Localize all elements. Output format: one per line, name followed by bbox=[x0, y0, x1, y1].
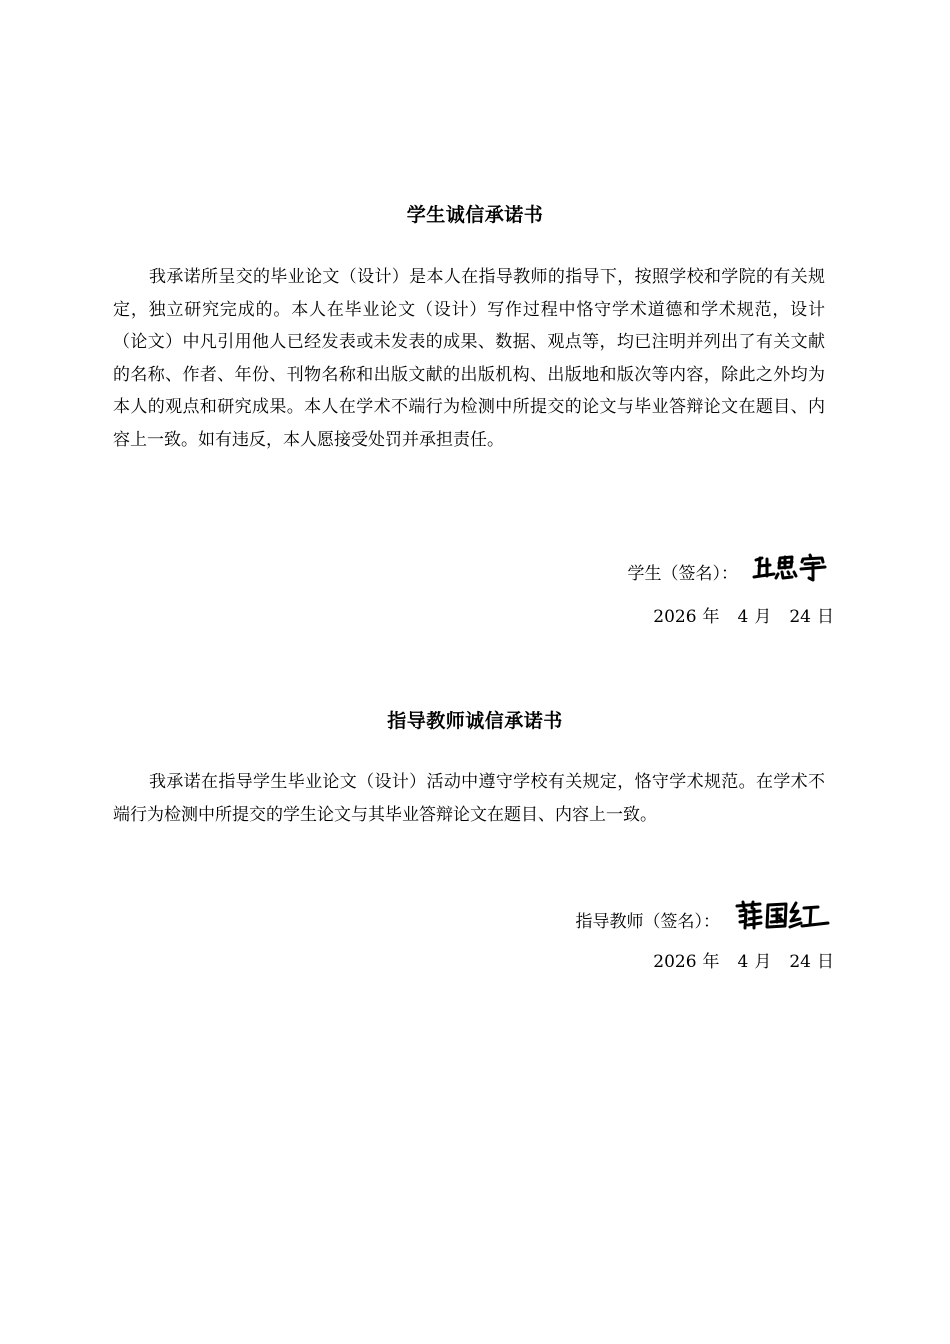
student-date-year-unit: 年 bbox=[702, 607, 720, 627]
teacher-date-month-unit: 月 bbox=[754, 952, 772, 972]
student-pledge-title: 学生诚信承诺书 bbox=[406, 204, 544, 226]
student-date-year: 2026 bbox=[653, 607, 697, 627]
teacher-date-month: 4 bbox=[737, 952, 749, 972]
student-date-day-unit: 日 bbox=[817, 607, 834, 627]
teacher-pledge-body: 我承诺在指导学生毕业论文（设计）活动中遵守学校有关规定，恪守学术规范。在学术不端行为检测中所提交的学生论文与其毕业答辩论文在题目、内容上一致。 bbox=[113, 772, 825, 825]
teacher-date-year: 2026 bbox=[653, 952, 697, 972]
teacher-date-day-unit: 日 bbox=[817, 952, 834, 972]
teacher-date-day: 24 bbox=[789, 952, 811, 972]
teacher-signature-label: 指导教师（签名）： bbox=[575, 912, 720, 932]
student-date bbox=[653, 602, 834, 627]
student-date-month-unit: 月 bbox=[754, 607, 772, 627]
teacher-date bbox=[653, 947, 834, 972]
teacher-pledge-title: 指导教师诚信承诺书 bbox=[387, 710, 563, 732]
student-date-day: 24 bbox=[789, 607, 811, 627]
student-handwritten-signature bbox=[752, 552, 830, 584]
teacher-date-year-unit: 年 bbox=[702, 952, 720, 972]
student-signature-line bbox=[628, 552, 831, 584]
student-pledge-body: 我承诺所呈交的毕业论文（设计）是本人在指导教师的指导下，按照学校和学院的有关规定，独立研究完成的。本人在毕业论文（设计）写作过程中恪守学术道德和学术规范，设计（论文）中凡引用他人已经发表或未发表的成果、数据、观点等，均已注明并列出了有关文献的名称、作者、年份、刊物名称和出版文献的出版机构、出版地和版次等内容，除此之外均为本人的观点和研究成果。本人在学术不端行为检测中所提交的论文与毕业答辩论文在题目、内容上一致。如有违反，本人愿接受处罚并承担责任。 bbox=[113, 267, 825, 450]
teacher-signature-line bbox=[576, 900, 831, 932]
student-signature-label: 学生（签名）： bbox=[627, 564, 738, 584]
student-date-month: 4 bbox=[737, 607, 749, 627]
teacher-handwritten-signature bbox=[734, 900, 830, 932]
